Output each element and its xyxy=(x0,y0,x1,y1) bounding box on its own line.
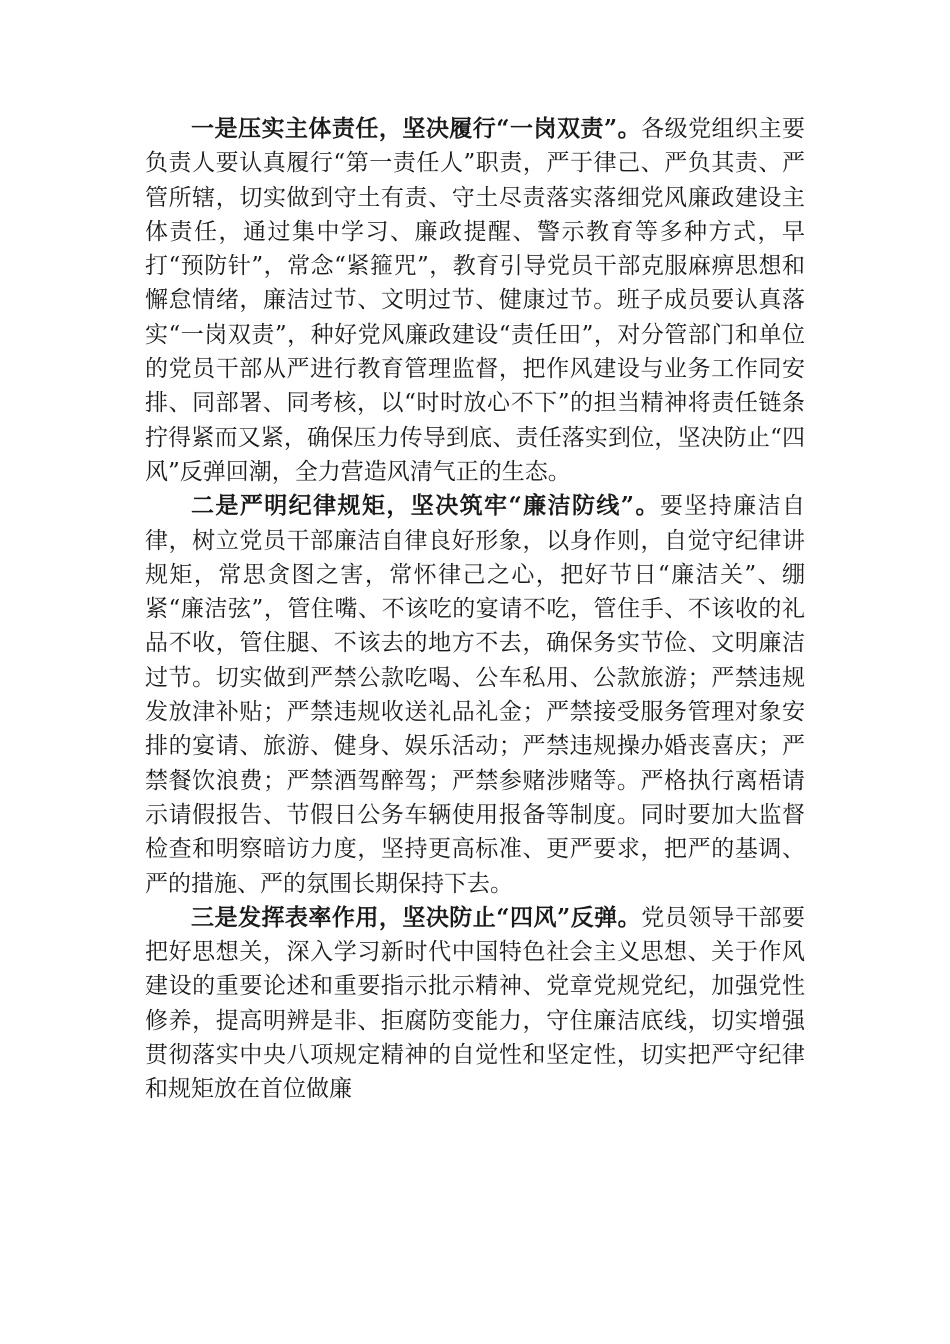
paragraph-3-body: 党员领导干部要把好思想关，深入学习新时代中国特色社会主义思想、关于作风建设的重要论述和重要指示批示精神、党章党规党纪，加强党性修养，提高明辨是非、拒腐防变能力，守住廉洁底线，切实增强贯彻落实中央八项规定精神的自觉性和坚定性，切实把严守纪律和规矩放在首位做廉 xyxy=(145,904,806,1103)
paragraph-2-body: 要坚持廉洁自律，树立党员干部廉洁自律良好形象，以身作则，自觉守纪律讲规矩，常思贪图之害，常怀律己之心，把好节日“廉洁关”、绷紧“廉洁弦”，管住嘴、不该吃的宴请不吃，管住手、不该收的礼品不收，管住腿、不该去的地方不去，确保务实节俭、文明廉洁过节。切实做到严禁公款吃喝、公车私用、公款旅游；严禁违规发放津补贴；严禁违规收送礼品礼金；严禁接受服务管理对象安排的宴请、旅游、健身、娱乐活动；严禁违规操办婚丧喜庆；严禁餐饮浪费；严禁酒驾醉驾；严禁参赌涉赌等。严格执行离梧请示请假报告、节假日公务车辆使用报备等制度。同时要加大监督检查和明察暗访力度，坚持更高标准、更严要求，把严的基调、严的措施、严的氛围长期保持下去。 xyxy=(145,493,805,897)
paragraph-2-heading: 二是严明纪律规矩，坚决筑牢“廉洁防线”。 xyxy=(191,492,660,520)
paragraph-1-body: 各级党组织主要负责人要认真履行“第一责任人”职责，严于律己、严负其责、严管所辖，切实做到守土有责、守土尽责落实落细党风廉政建设主体责任，通过集中学习、廉政提醒、警示教育等多种方式，早打“预防针”，常念“紧箍咒”，教育引导党员干部克服麻痹思想和懈怠情绪，廉洁过节、文明过节、健康过节。班子成员要认真落实“一岗双责”，种好党风廉政建设“责任田”，对分管部门和单位的党员干部从严进行教育管理监督，把作风建设与业务工作同安排、同部署、同考核，以“时时放心不下”的担当精神将责任链条拧得紧而又紧，确保压力传导到底、责任落实到位，坚决防止“四风”反弹回潮，全力营造风清气正的生态。 xyxy=(145,116,806,485)
paragraph-1 xyxy=(145,112,805,489)
paragraph-2 xyxy=(145,489,805,901)
paragraph-1-heading: 一是压实主体责任，坚决履行“一岗双责”。 xyxy=(191,115,642,142)
paragraph-3 xyxy=(145,901,805,1107)
paragraph-3-heading: 三是发挥表率作用，坚决防止“四风”反弹。 xyxy=(191,903,642,931)
document-page xyxy=(145,112,805,1107)
